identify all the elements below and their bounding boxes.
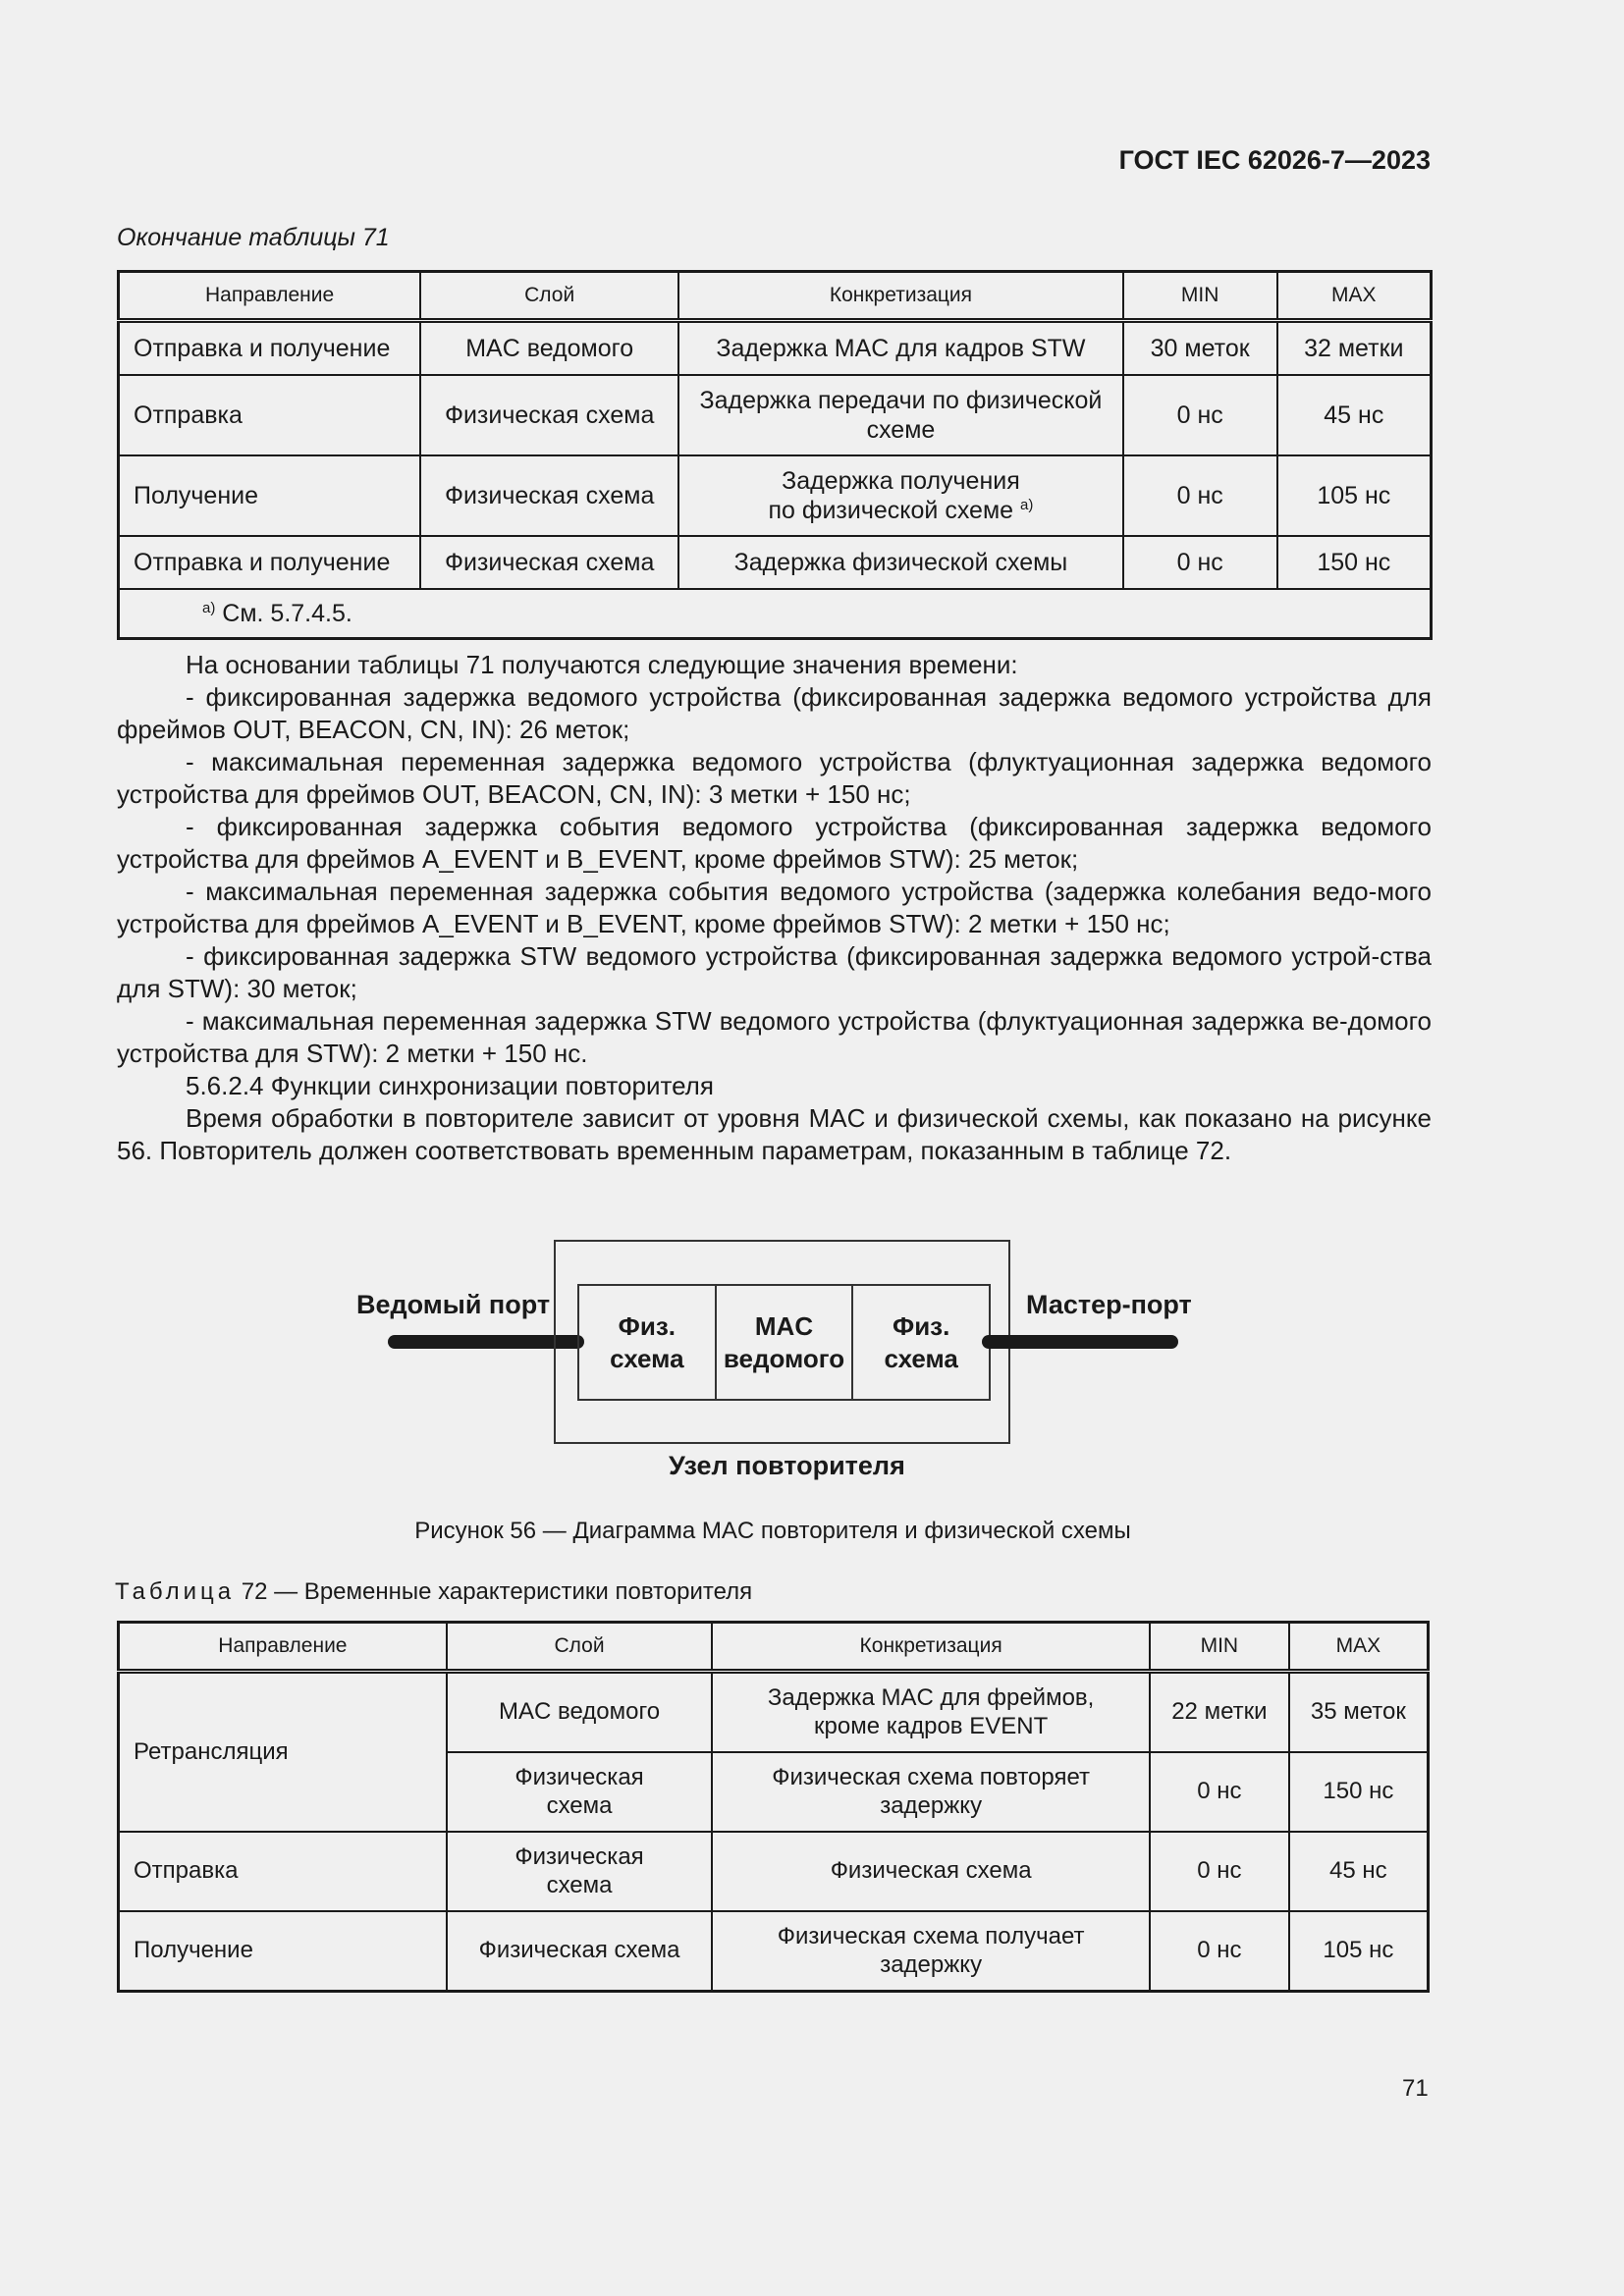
column-header: MIN [1150,1623,1289,1672]
table-71 [117,270,1433,640]
cell-min: 0 нс [1123,536,1277,589]
table-header-row [119,272,1432,321]
cell-min: 0 нс [1150,1832,1289,1911]
cell-direction: Получение [119,1911,447,1992]
cell-direction: Отправка и получение [119,321,421,376]
table-word: Таблица [115,1578,236,1605]
list-item: - максимальная переменная задержка STW ведомого устройства (флуктуационная задержка ве-домого устройства для STW): 2 метки + 150 нс. [117,1006,1432,1068]
table-71-continuation-caption: Окончание таблицы 71 [117,224,390,251]
table-header-row [119,1623,1429,1672]
cell-max: 150 нс [1277,536,1432,589]
cell-layer-line: Физическая [514,1763,644,1790]
cell-layer [447,1752,712,1832]
list-item: - фиксированная задержка ведомого устройства (фиксированная задержка ведомого устройства для фреймов OUT, BEACON, CN, IN): 26 меток; [117,682,1432,744]
cell-spec-line: задержку [880,1950,983,1978]
table-row [119,1672,1429,1753]
column-header: Конкретизация [678,272,1123,321]
cell-spec-line: Физическая схема получает [777,1922,1085,1949]
cell-spec-line: Физическая схема повторяет [772,1763,1091,1790]
cell-max: 150 нс [1289,1752,1429,1832]
column-header: Слой [447,1623,712,1672]
phy-cell-left [579,1286,715,1399]
column-header: Слой [420,272,678,321]
phy-label: Физ. [618,1310,676,1341]
mac-label: MAC [754,1310,814,1341]
cell-spec-line: Задержка MAC для фреймов, [767,1683,1095,1711]
cell-min: 30 меток [1123,321,1277,376]
list-item: - фиксированная задержка события ведомого устройства (фиксированная задержка ведомого устройства для фреймов A_EVENT и B_EVENT, кроме фреймов STW): 25 меток; [117,812,1432,874]
footnote-ref: a) [1020,497,1034,513]
paragraph: Время обработки в повторителе зависит от уровня MAC и физической схемы, как показано на рисунке 56. Повторитель должен соответствовать временным параметрам, показанным в таблице 72. [117,1103,1432,1165]
list-item: - максимальная переменная задержка ведомого устройства (флуктуационная задержка ведомого устройства для фреймов OUT, BEACON, CN, IN): 3 метки + 150 нс; [117,747,1432,809]
body-text [117,649,1432,1167]
cell-layer [447,1832,712,1911]
cell-spec-line [687,496,1114,525]
cell-spec-line: схеме [866,416,936,444]
table-row [119,375,1432,455]
table-row [119,455,1432,536]
table-row [119,1911,1429,1992]
cell-layer: MAC ведомого [420,321,678,376]
table-72 [117,1621,1430,1993]
table-row [119,536,1432,589]
repeater-node-label: Узел повторителя [669,1451,905,1480]
column-header: MAX [1277,272,1432,321]
cell-max: 105 нс [1289,1911,1429,1992]
column-header: Направление [119,1623,447,1672]
cell-spec [678,375,1123,455]
footnote-text: См. 5.7.4.5. [222,600,352,627]
paragraph: На основании таблицы 71 получаются следующие значения времени: [186,650,1018,679]
phy-cell-right [851,1286,989,1399]
document-id: ГОСТ IEC 62026-7—2023 [1118,145,1431,175]
table-title: 72 — Временные характеристики повторителя [235,1578,753,1605]
table-row [119,1832,1429,1911]
cell-spec: Физическая схема [712,1832,1150,1911]
cell-max: 45 нс [1277,375,1432,455]
cell-spec-text: по физической схеме [768,497,1014,524]
cell-direction: Ретрансляция [119,1672,447,1833]
cell-min: 0 нс [1123,455,1277,536]
cell-layer-line: схема [546,1791,613,1819]
phy-label: схема [884,1343,958,1373]
cell-direction: Отправка и получение [119,536,421,589]
column-header: MIN [1123,272,1277,321]
phy-label: Физ. [893,1310,950,1341]
table-footnote [119,589,1432,639]
figure-caption: Рисунок 56 — Диаграмма MAC повторителя и физической схемы [414,1518,1131,1544]
cell-layer: Физическая схема [447,1911,712,1992]
cell-max: 32 метки [1277,321,1432,376]
cell-spec-line: задержку [880,1791,983,1819]
cell-spec [678,455,1123,536]
cell-spec-line: Задержка передачи по физической [699,387,1103,414]
section-heading: 5.6.2.4 Функции синхронизации повторителя [186,1071,714,1100]
column-header: Конкретизация [712,1623,1150,1672]
cell-direction: Отправка [119,1832,447,1911]
table-72-caption [115,1578,752,1606]
cell-layer: Физическая схема [420,375,678,455]
cell-spec [712,1752,1150,1832]
phy-label: схема [610,1343,684,1373]
column-header: Направление [119,272,421,321]
cell-layer-line: схема [546,1871,613,1898]
cell-spec: Задержка MAC для кадров STW [678,321,1123,376]
cell-layer: MAC ведомого [447,1672,712,1753]
cell-spec-line: кроме кадров EVENT [814,1712,1049,1739]
cell-spec [712,1672,1150,1753]
list-item: - максимальная переменная задержка события ведомого устройства (задержка колебания ведо-мого устройства для фреймов A_EVENT и B_EVENT, кроме фреймов STW): 2 метки + 150 нс; [117,877,1432,938]
footnote-mark: a) [202,600,216,616]
cell-layer: Физическая схема [420,455,678,536]
mac-cell [715,1286,852,1399]
repeater-layers [577,1284,991,1401]
cell-layer-line: Физическая [514,1842,644,1870]
cell-direction: Отправка [119,375,421,455]
cell-min: 0 нс [1123,375,1277,455]
cell-min: 0 нс [1150,1752,1289,1832]
column-header: MAX [1289,1623,1429,1672]
cell-min: 22 метки [1150,1672,1289,1753]
slave-port-label: Ведомый порт [356,1290,551,1319]
cell-max: 105 нс [1277,455,1432,536]
table-footnote-row [119,589,1432,639]
cell-max: 35 меток [1289,1672,1429,1753]
page-number: 71 [1402,2075,1429,2102]
mac-label: ведомого [723,1343,845,1373]
table-row [119,321,1432,376]
master-port-label: Мастер-порт [1026,1290,1192,1319]
cell-spec [712,1911,1150,1992]
cell-direction: Получение [119,455,421,536]
cell-spec: Задержка физической схемы [678,536,1123,589]
cell-min: 0 нс [1150,1911,1289,1992]
cell-layer: Физическая схема [420,536,678,589]
list-item: - фиксированная задержка STW ведомого устройства (фиксированная задержка ведомого устрой-ства для STW): 30 меток; [117,941,1432,1003]
cell-max: 45 нс [1289,1832,1429,1911]
cell-spec-line: Задержка получения [782,467,1020,495]
master-port-line [982,1335,1178,1349]
